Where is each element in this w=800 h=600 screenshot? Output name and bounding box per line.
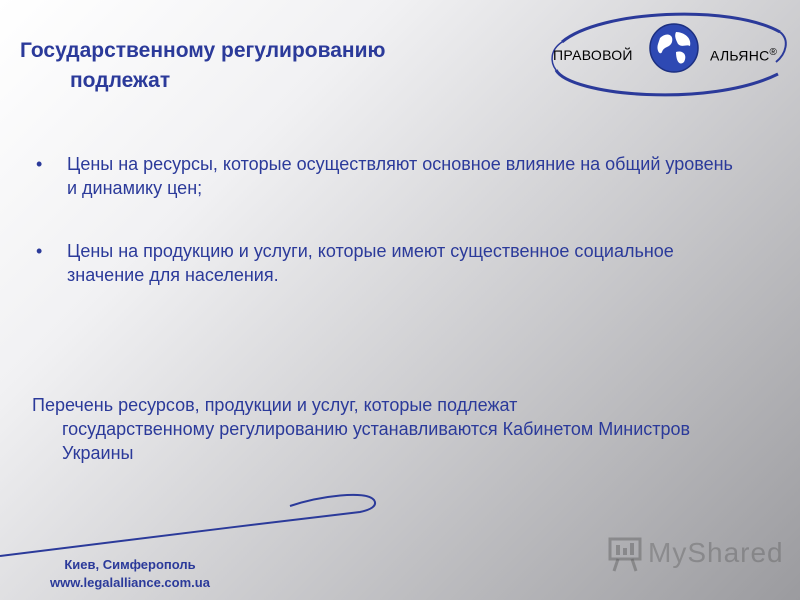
footer-website: www.legalalliance.com.ua [50,575,210,590]
bullet-marker: • [36,154,43,174]
bullet-marker: • [36,241,43,261]
title-line-1: Государственному регулированию [20,39,386,62]
bullet-text: Цены на ресурсы, которые осуществляют основное влияние на общий уровень и динамику цен; [67,154,733,198]
footer-cities: Киев, Симферополь [64,557,196,572]
title-line-2: подлежат [70,69,171,92]
watermark-board-icon [606,533,646,573]
globe-icon [648,22,700,74]
logo-text-right-label: АЛЬЯНС [710,47,770,64]
logo-text-left: ПРАВОВОЙ [553,47,633,63]
slide-title [20,36,490,96]
paragraph-rest: государственному регулированию устанавливаются Кабинетом Министров Украины [62,419,691,463]
watermark [606,533,784,573]
bullet-item [36,239,736,287]
logo-text-right [710,47,777,64]
paragraph-first-line: Перечень ресурсов, продукции и услуг, которые подлежат [32,395,518,415]
footer [20,556,240,592]
legal-alliance-logo [540,4,795,114]
bullet-text: Цены на продукцию и услуги, которые имеют существенное социальное значение для населения. [67,241,674,285]
footer-swoosh-icon [0,480,380,560]
watermark-text: MyShared [648,537,784,568]
regulation-paragraph [32,393,752,465]
registered-mark: ® [769,47,778,58]
bullet-list [36,152,736,326]
bullet-item [36,152,736,200]
